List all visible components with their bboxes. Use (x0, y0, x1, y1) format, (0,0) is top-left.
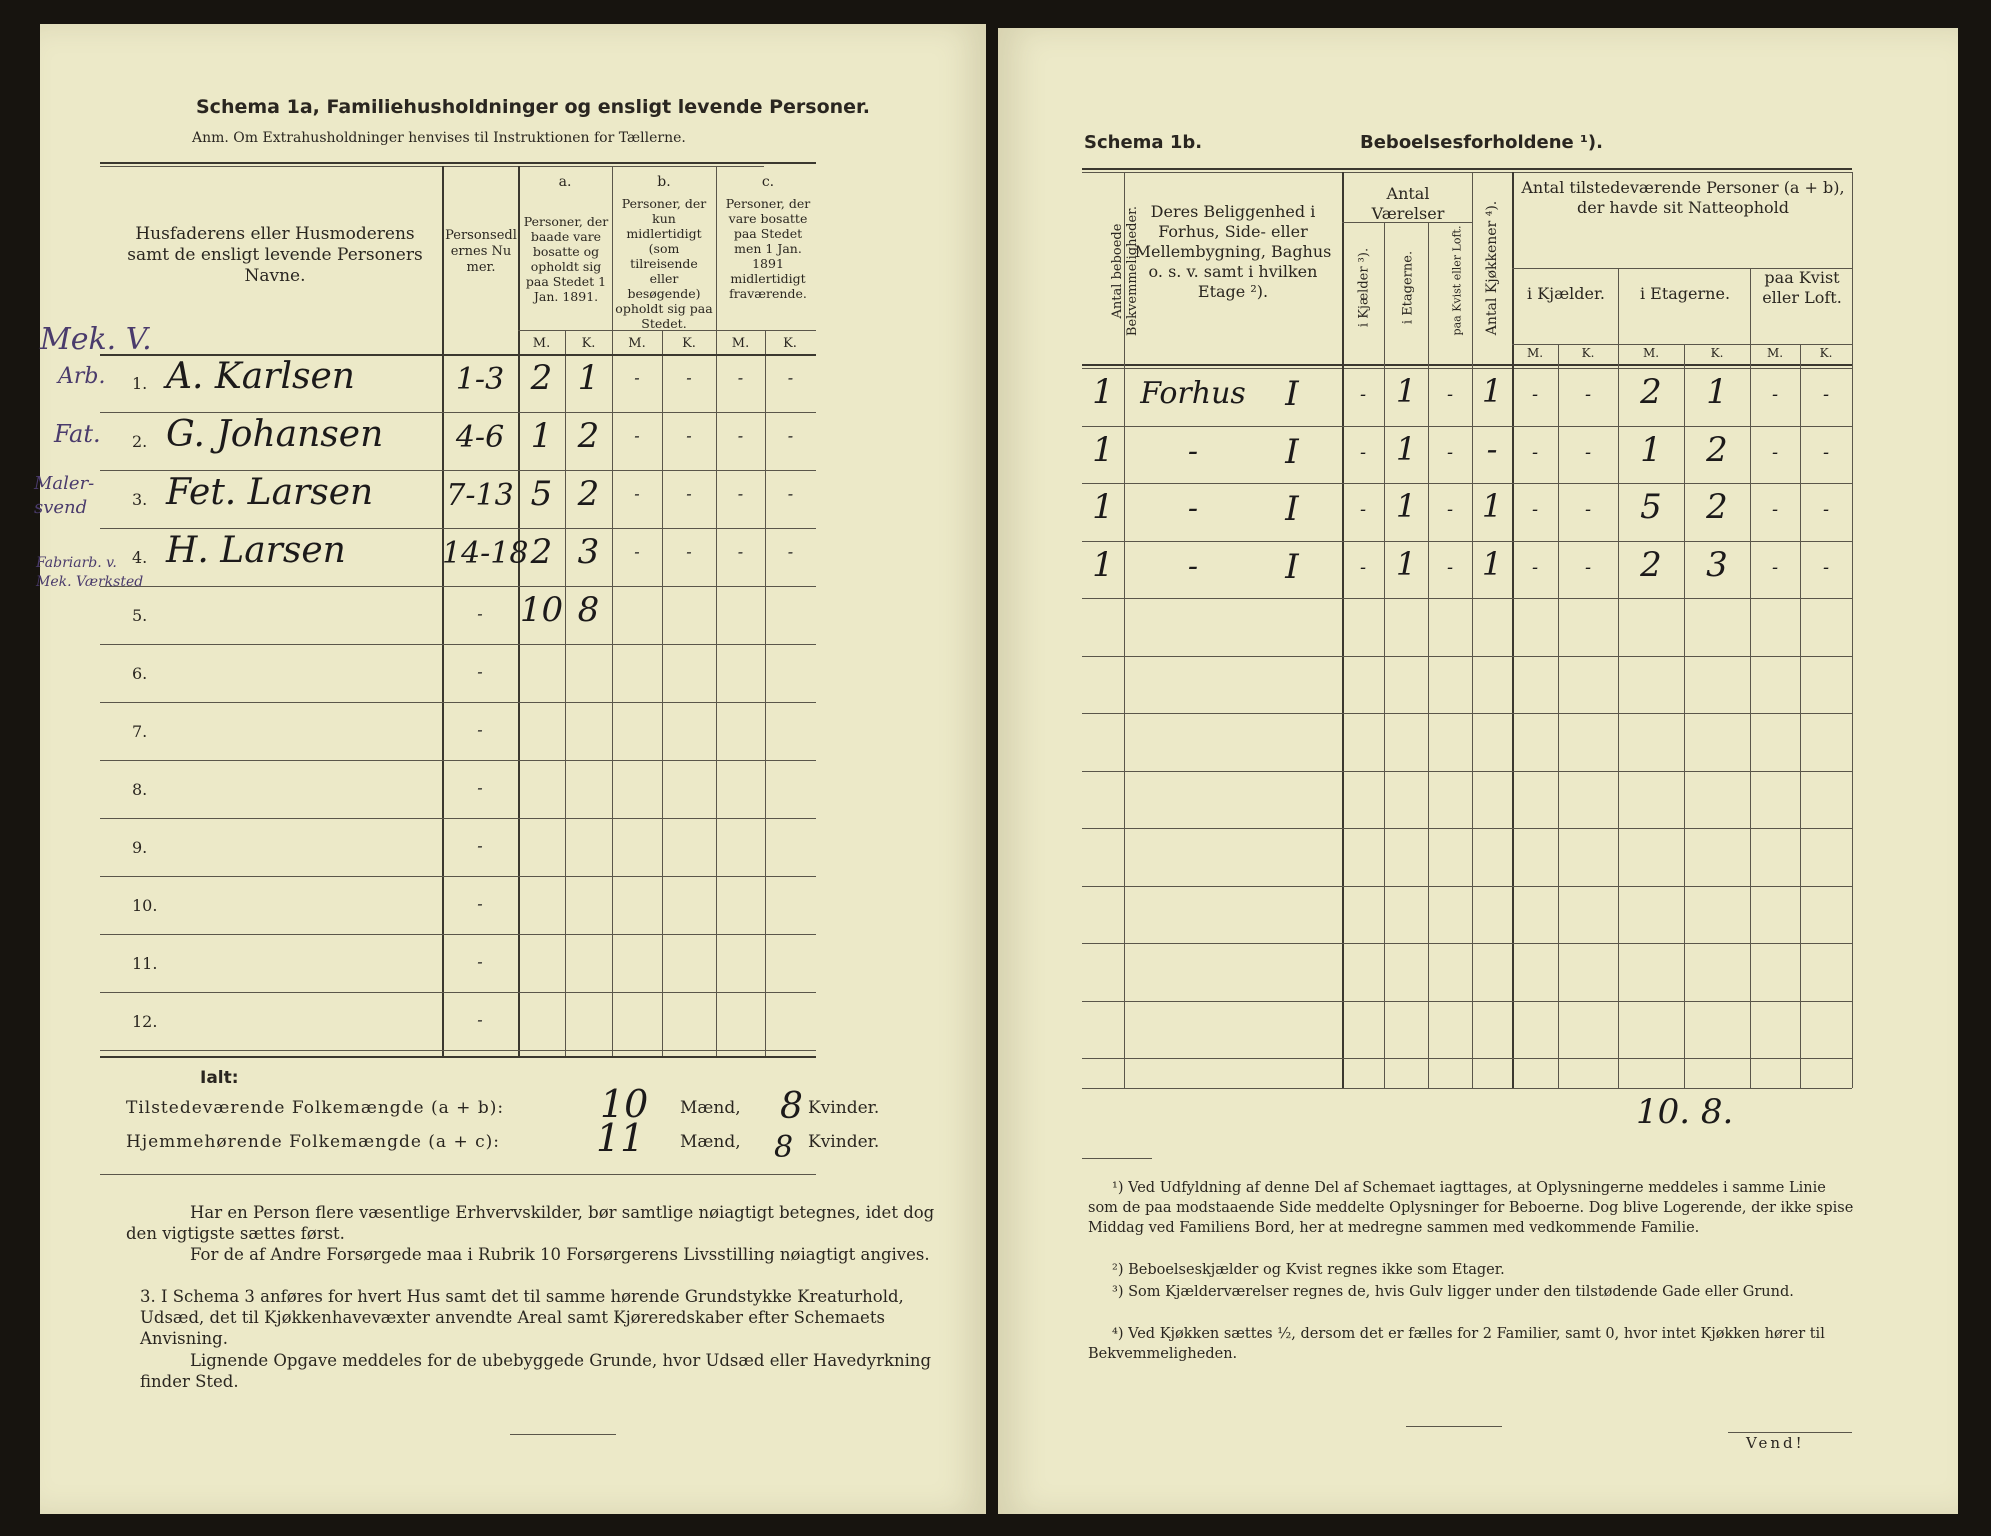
right-total: 10. 8. (1636, 1092, 1734, 1132)
count-ak: 1 (577, 358, 600, 398)
row-rule (100, 760, 816, 761)
row-rule (100, 818, 816, 819)
ialt-label: Ialt: (200, 1068, 239, 1088)
tilst-m-label: Mænd, (680, 1098, 741, 1118)
value-em: 2 (1640, 545, 1662, 585)
count-am: 5 (530, 474, 553, 514)
value-kk: - (1584, 499, 1592, 520)
row-rule (100, 876, 816, 877)
col-a-header: Personer, der baade vare bosatte og opholdt sig paa Stedet 1 Jan. 1891. (523, 214, 609, 304)
col-b-letter: b. (657, 174, 671, 190)
count-ak: 2 (577, 474, 600, 514)
value-lm: - (1771, 499, 1779, 520)
row-number: 9. (132, 838, 148, 857)
col-names-header: Husfaderens eller Husmoderens samt de ensligt levende Personers Navne. (127, 224, 423, 286)
count-ck: - (787, 542, 794, 561)
col-c-letter: c. (761, 174, 775, 190)
schema-1a-note: Anm. Om Extrahusholdninger henvises til Instruktionen for Tællerne. (192, 130, 686, 146)
value-ek: 3 (1706, 545, 1728, 585)
value-kv: - (1446, 442, 1454, 463)
count-ck: - (787, 426, 794, 445)
hjem-m-label: Mænd, (680, 1132, 741, 1152)
value-kj: - (1359, 442, 1367, 463)
tilst-m-value: 10 (600, 1082, 649, 1126)
hjem-label: Hjemmehørende Folkemængde (a + c): (126, 1132, 500, 1152)
hjem-k-label: Kvinder. (808, 1132, 880, 1152)
value-kj: - (1359, 557, 1367, 578)
row-number: 2. (132, 432, 148, 451)
count-bk: - (686, 368, 692, 387)
count-am: 2 (530, 532, 553, 572)
row-rule (100, 1050, 816, 1051)
row-number: 5. (132, 606, 148, 625)
person-slip-numbers: 7-13 (446, 478, 514, 513)
col-b-k: K. (682, 336, 696, 351)
value-kv: - (1446, 384, 1454, 405)
row-number: 8. (132, 780, 148, 799)
building-location: - (1187, 491, 1199, 526)
building-location: - (1187, 434, 1199, 469)
value-lm: - (1771, 384, 1779, 405)
vend-label: Vend! (1746, 1434, 1805, 1452)
row-number: 3. (132, 490, 148, 509)
col-c-k: K. (783, 336, 797, 351)
schema-1b-title: Schema 1b. (1084, 132, 1203, 153)
tilst-label: Tilstedeværende Folkemængde (a + b): (126, 1098, 505, 1118)
value-kj: - (1359, 384, 1367, 405)
value-bekv: 1 (1092, 487, 1114, 527)
col-c-m: M. (731, 336, 750, 351)
margin-note-4: Fabriarb. v. Mek. Værksted (36, 555, 144, 590)
row-number: 10. (132, 896, 158, 915)
col-i-etagerne-header: i Etagerne. (1639, 284, 1731, 303)
row-rule (1082, 483, 1852, 484)
col-etagerne-header: i Etagerne. (1400, 250, 1416, 325)
count-cm: - (737, 484, 744, 503)
row-number: 12. (132, 1012, 158, 1031)
count-bk: - (686, 484, 692, 503)
row-rule (1082, 1058, 1852, 1059)
row-rule (1082, 771, 1852, 772)
col-tilstede-header: Antal tilstedeværende Personer (a + b), der havde sit Natteophold (1521, 178, 1845, 217)
row-rule (100, 470, 816, 471)
count-bk: - (686, 426, 692, 445)
col-kjaelder-header: i Kjælder ³). (1356, 247, 1372, 328)
col-num-header: Personsedlernes Numer. (445, 228, 517, 275)
value-km: - (1531, 557, 1539, 578)
col-paa-kvist-header: paa Kvist eller Loft. (1762, 268, 1842, 307)
row-rule (1082, 713, 1852, 714)
count-ak: 8 (577, 590, 600, 630)
row-number: 6. (132, 664, 148, 683)
row-rule (1082, 426, 1852, 427)
right-page (998, 28, 1958, 1514)
count-bm: - (634, 542, 640, 561)
person-slip-numbers: - (477, 836, 483, 855)
col-i-kjaelder-header: i Kjælder. (1527, 284, 1605, 303)
col-beliggenhed-header: Deres Beliggenhed i Forhus, Side- eller Mellembygning, Baghus o. s. v. samt i hvilken Etage ²). (1134, 202, 1332, 301)
value-lk: - (1822, 557, 1830, 578)
tilst-k-label: Kvinder. (808, 1098, 880, 1118)
row-rule (100, 992, 816, 993)
building-location: - (1187, 549, 1199, 584)
lo-k-label: K. (1819, 346, 1833, 360)
household-name: H. Larsen (166, 530, 346, 571)
value-km: - (1531, 384, 1539, 405)
footnote-4: ⁴) Ved Kjøkken sættes ½, dersom det er fælles for 2 Familier, samt 0, hvor intet Kjøkken hører til Bekvemmeligheden. (1088, 1326, 1825, 1362)
street-note: Mek. V. (40, 322, 152, 357)
left-page (34, 24, 986, 1514)
count-ak: 2 (577, 416, 600, 456)
row-rule (100, 934, 816, 935)
col-kjokkener-header: Antal Kjøkkener ⁴). (1484, 200, 1500, 336)
value-kv: - (1446, 557, 1454, 578)
tilst-k-value: 8 (780, 1086, 803, 1127)
value-bekv: 1 (1092, 430, 1114, 470)
value-em: 2 (1640, 372, 1662, 412)
person-slip-numbers: - (477, 604, 483, 623)
schema-1b-subtitle: Beboelsesforholdene ¹). (1360, 132, 1603, 153)
value-kv: - (1446, 499, 1454, 520)
count-am: 2 (530, 358, 553, 398)
value-lk: - (1822, 499, 1830, 520)
count-cm: - (737, 368, 744, 387)
row-number: 4. (132, 548, 148, 567)
col-b-m: M. (628, 336, 646, 351)
value-bekv: 1 (1092, 545, 1114, 585)
margin-note-3: Maler-svend (34, 473, 95, 518)
col-b-header: Personer, der kun midlertidigt (som tilreisende eller besøgende) opholdt sig paa Stedet. (615, 196, 713, 331)
value-bekv: 1 (1092, 372, 1114, 412)
row-rule (1082, 541, 1852, 542)
value-et: 1 (1395, 487, 1417, 525)
value-kjk: 1 (1481, 487, 1503, 525)
lo-m-label: M. (1766, 346, 1784, 360)
margin-note-2: Fat. (54, 420, 101, 448)
count-am: 10 (519, 590, 564, 630)
person-slip-numbers: - (477, 778, 483, 797)
row-rule (1082, 656, 1852, 657)
person-slip-numbers: 14-18 (442, 536, 529, 571)
hjem-m-value: 11 (596, 1116, 645, 1160)
row-rule (100, 644, 816, 645)
value-lk: - (1822, 442, 1830, 463)
schema-1a-title: Schema 1a, Familiehusholdninger og ensligt levende Personer. (196, 96, 870, 118)
value-kk: - (1584, 384, 1592, 405)
value-et: 1 (1395, 430, 1417, 468)
col-antal-bekv-header: Antal beboede Bekvemmeligheder. (1110, 205, 1140, 337)
row-rule (1082, 1001, 1852, 1002)
margin-note-1: Arb. (58, 364, 106, 389)
value-em: 1 (1640, 430, 1662, 470)
value-lk: - (1822, 384, 1830, 405)
instruction-note-3: 3. I Schema 3 anføres for hvert Hus samt det til samme hørende Grundstykke Kreaturhold, Udsæd, det til Kjøkkenhavevæxter anvendte Areal samt Kjøreredskaber efter Schemaets Anvisning. (140, 1287, 904, 1348)
count-cm: - (737, 426, 744, 445)
floor-number: I (1285, 374, 1299, 414)
value-lm: - (1771, 557, 1779, 578)
person-slip-numbers: 1-3 (455, 362, 505, 397)
value-kk: - (1584, 557, 1592, 578)
row-rule (1082, 886, 1852, 887)
household-name: Fet. Larsen (166, 472, 374, 513)
household-name: A. Karlsen (166, 356, 355, 397)
row-rule (100, 528, 816, 529)
row-rule (1082, 828, 1852, 829)
value-kjk: - (1486, 430, 1498, 468)
person-slip-numbers: 4-6 (455, 420, 505, 455)
row-number: 1. (132, 374, 148, 393)
footnote-3: ³) Som Kjælderværelser regnes de, hvis Gulv ligger under den tilstødende Gade eller Grund. (1112, 1284, 1794, 1300)
person-slip-numbers: - (477, 1010, 483, 1029)
person-slip-numbers: - (477, 894, 483, 913)
footnote-1: ¹) Ved Udfyldning af denne Del af Schemaet iagttages, at Oplysningerne meddeles i samme Linie som de paa modstaaende Side meddelte Oplysninger for Beboerne. Dog blive Logerende, der ikke spise Middag ved Familiens Bord, her at medregne sammen med vedkommende Familie. (1088, 1180, 1854, 1236)
row-rule (100, 412, 816, 413)
value-kjk: 1 (1481, 372, 1503, 410)
instruction-note-1: Har en Person flere væsentlige Erhvervskilder, bør samtlige nøiagtigt betegnes, idet dog den vigtigste sættes først. (126, 1203, 935, 1243)
col-a-m: M. (532, 336, 551, 351)
floor-number: I (1285, 547, 1299, 587)
instruction-note-4: Lignende Opgave meddeles for de ubebyggede Grunde, hvor Udsæd eller Havedyrkning finder Sted. (140, 1351, 932, 1391)
value-et: 1 (1395, 545, 1417, 583)
count-ck: - (787, 368, 794, 387)
value-km: - (1531, 499, 1539, 520)
value-lm: - (1771, 442, 1779, 463)
value-ek: 1 (1706, 372, 1728, 412)
value-em: 5 (1640, 487, 1662, 527)
count-am: 1 (530, 416, 553, 456)
value-kjk: 1 (1481, 545, 1503, 583)
floor-number: I (1285, 489, 1299, 529)
col-antal-vaerelser-header: Antal Værelser (1371, 184, 1445, 223)
person-slip-numbers: - (477, 952, 483, 971)
et-m-label: M. (1642, 346, 1660, 360)
footnote-2: ²) Beboelseskjælder og Kvist regnes ikke som Etager. (1112, 1262, 1505, 1278)
count-cm: - (737, 542, 744, 561)
floor-number: I (1285, 432, 1299, 472)
col-kvist-header: paa Kvist eller Loft. (1450, 225, 1464, 336)
col-c-header: Personer, der vare bosatte paa Stedet men 1 Jan. 1891 midlertidigt fraværende. (725, 196, 811, 301)
count-ck: - (787, 484, 794, 503)
count-bm: - (634, 426, 640, 445)
et-k-label: K. (1710, 346, 1724, 360)
col-a-letter: a. (558, 174, 572, 190)
value-ek: 2 (1706, 430, 1728, 470)
value-kk: - (1584, 442, 1592, 463)
col-a-k: K. (581, 336, 596, 351)
row-number: 7. (132, 722, 148, 741)
row-number: 11. (132, 954, 158, 973)
hjem-k-value: 8 (774, 1130, 794, 1165)
row-rule (1082, 598, 1852, 599)
value-ek: 2 (1706, 487, 1728, 527)
count-bm: - (634, 368, 640, 387)
count-bm: - (634, 484, 640, 503)
value-km: - (1531, 442, 1539, 463)
row-rule (1082, 943, 1852, 944)
person-slip-numbers: - (477, 720, 483, 739)
instruction-note-2: For de af Andre Forsørgede maa i Rubrik 10 Forsørgerens Livsstilling nøiagtigt angives. (190, 1245, 930, 1264)
building-location: Forhus (1140, 376, 1246, 411)
row-rule (100, 702, 816, 703)
household-name: G. Johansen (166, 414, 384, 455)
count-ak: 3 (577, 532, 600, 572)
value-et: 1 (1395, 372, 1417, 410)
row-rule (100, 586, 816, 587)
count-bk: - (686, 542, 692, 561)
kj-m-label: M. (1526, 346, 1544, 360)
person-slip-numbers: - (477, 662, 483, 681)
kj-k-label: K. (1581, 346, 1595, 360)
value-kj: - (1359, 499, 1367, 520)
